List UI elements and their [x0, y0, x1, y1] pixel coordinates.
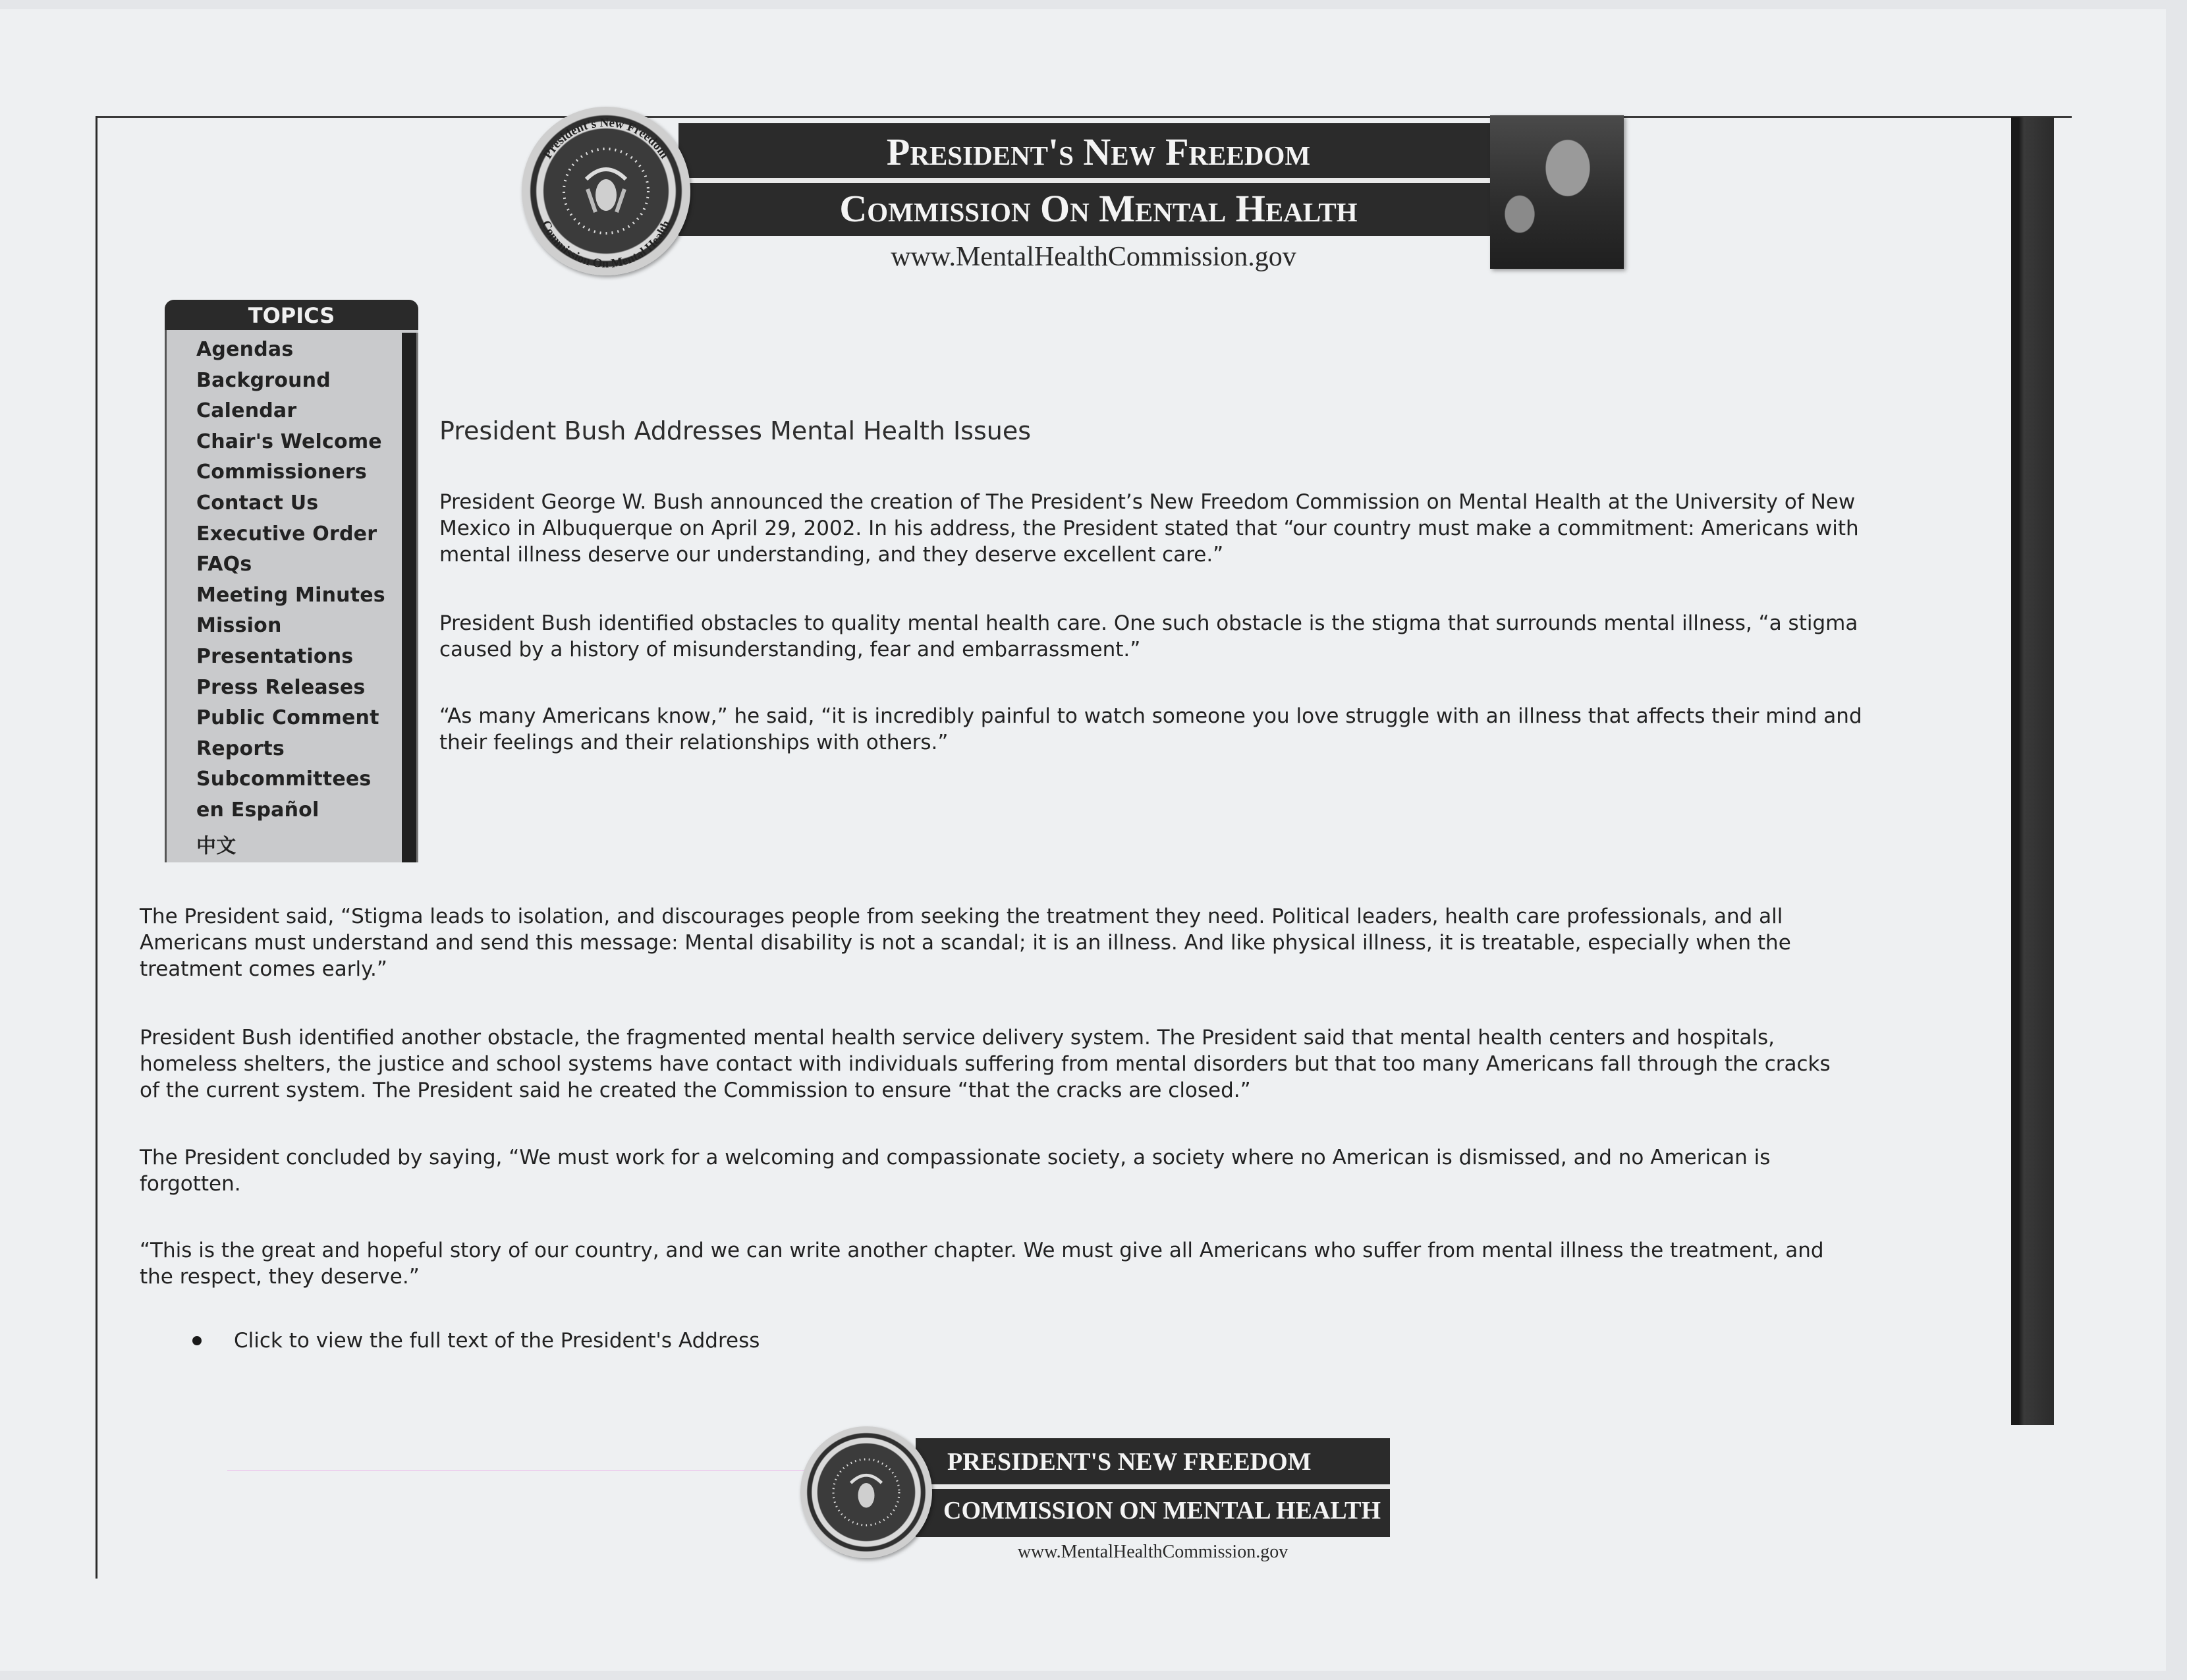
sidebar-item[interactable]: Contact Us [196, 491, 319, 515]
paragraph-line: “This is the great and hopeful story of our country, and we can write another chapter. We must give all Americans who suffer from mental illness the treatment, and [140, 1239, 1824, 1262]
article-paragraph [140, 903, 1791, 982]
paragraph-line: President Bush identified obstacles to quality mental health care. One such obstacle is the stigma that surrounds mental illness, “a stigma [439, 611, 1858, 635]
sidebar-item[interactable]: en Español [196, 798, 319, 822]
topics-title: TOPICS [165, 300, 418, 330]
president-photo [1490, 115, 1624, 269]
article-paragraph [140, 1024, 1831, 1104]
paragraph-line: their feelings and their relationships with others.” [439, 731, 949, 754]
sidebar-item[interactable]: Calendar [196, 399, 297, 423]
paragraph-line: Mexico in Albuquerque on April 29, 2002. In his address, the President stated that “our country must make a commitment: Americans with [439, 517, 1859, 540]
paragraph-line: treatment comes early.” [140, 957, 387, 981]
paragraph-line: of the current system. The President said he created the Commission to ensure “that the cracks are closed.” [140, 1078, 1251, 1102]
paragraph-line: Americans must understand and send this message: Mental disability is not a scandal; it is an illness. And like physical illness, it is treatable, especially when the [140, 931, 1791, 955]
paragraph-line: The President said, “Stigma leads to isolation, and discourages people from seeking the treatment they need. Political leaders, health care professionals, and all [140, 905, 1783, 928]
paragraph-line: “As many Americans know,” he said, “it is incredibly painful to watch someone you love struggle with an illness that affects their mind and [439, 704, 1862, 728]
article-paragraph [140, 1237, 1824, 1290]
sidebar-item[interactable]: Press Releases [196, 675, 366, 699]
page-border-top [96, 116, 2072, 118]
sidebar-item[interactable]: Chair's Welcome [196, 430, 382, 453]
sidebar-item[interactable]: Mission [196, 614, 282, 638]
header-url: www.MentalHealthCommission.gov [891, 242, 1296, 272]
presidential-seal-icon [522, 107, 690, 275]
header-title-line1: President's New Freedom [886, 130, 1311, 173]
paragraph-line: The President concluded by saying, “We must work for a welcoming and compassionate society, a society where no American is dismissed, and no American is [140, 1146, 1771, 1169]
footer-divider [227, 1470, 820, 1471]
header-title-line2: Commission On Mental Health [839, 187, 1358, 230]
footer-seal-icon [800, 1426, 932, 1558]
sidebar-item[interactable]: Agendas [196, 338, 294, 361]
sidebar-item[interactable]: 中文 [196, 834, 236, 858]
sidebar-item[interactable]: Executive Order [196, 522, 377, 546]
sidebar-item[interactable]: Background [196, 368, 331, 392]
sidebar-item[interactable]: Reports [196, 737, 285, 760]
article-paragraph [439, 489, 1859, 568]
paragraph-line: the respect, they deserve.” [140, 1265, 420, 1289]
sidebar-item[interactable]: Presentations [196, 645, 354, 668]
page-border-left [96, 116, 97, 1579]
sidebar-item[interactable]: FAQs [196, 553, 252, 576]
svg-text:Commission On Mental Health: Commission On Mental Health [538, 218, 674, 271]
sidebar-item[interactable]: Subcommittees [196, 768, 372, 791]
sidebar-item[interactable]: Meeting Minutes [196, 583, 385, 607]
paragraph-line: President George W. Bush announced the creation of The President’s New Freedom Commission on Mental Health at the University of New [439, 490, 1856, 514]
paragraph-line: President Bush identified another obstacle, the fragmented mental health service delivery system. The President said that mental health centers and hospitals, [140, 1026, 1775, 1050]
article-paragraph [439, 703, 1862, 756]
sidebar-item[interactable]: Public Comment [196, 706, 379, 730]
header-banner [678, 123, 1492, 236]
article-heading: President Bush Addresses Mental Health Issues [439, 416, 1032, 445]
paragraph-line: forgotten. [140, 1172, 241, 1196]
paragraph-line: homeless shelters, the justice and school systems have contact with individuals suffering from mental disorders but that too many Americans fall through the cracks [140, 1052, 1831, 1076]
article-paragraph [439, 610, 1858, 663]
footer-banner [916, 1438, 1390, 1537]
article-paragraph [140, 1144, 1770, 1197]
svg-text:President's New Freedom: President's New Freedom [540, 115, 672, 161]
footer-url: www.MentalHealthCommission.gov [1017, 1542, 1288, 1562]
paragraph-line: caused by a history of misunderstanding, fear and embarrassment.” [439, 638, 1141, 661]
sidebar-item[interactable]: Commissioners [196, 461, 367, 484]
paragraph-line: mental illness deserve our understanding, and they deserve excellent care.” [439, 543, 1224, 567]
footer-title-line1: PRESIDENT'S NEW FREEDOM [947, 1448, 1312, 1476]
full-address-link[interactable]: Click to view the full text of the President's Address [234, 1329, 760, 1353]
bullet-icon [192, 1336, 202, 1345]
right-decorative-bar [2011, 117, 2054, 1425]
footer-title-line2: COMMISSION ON MENTAL HEALTH [943, 1497, 1381, 1525]
